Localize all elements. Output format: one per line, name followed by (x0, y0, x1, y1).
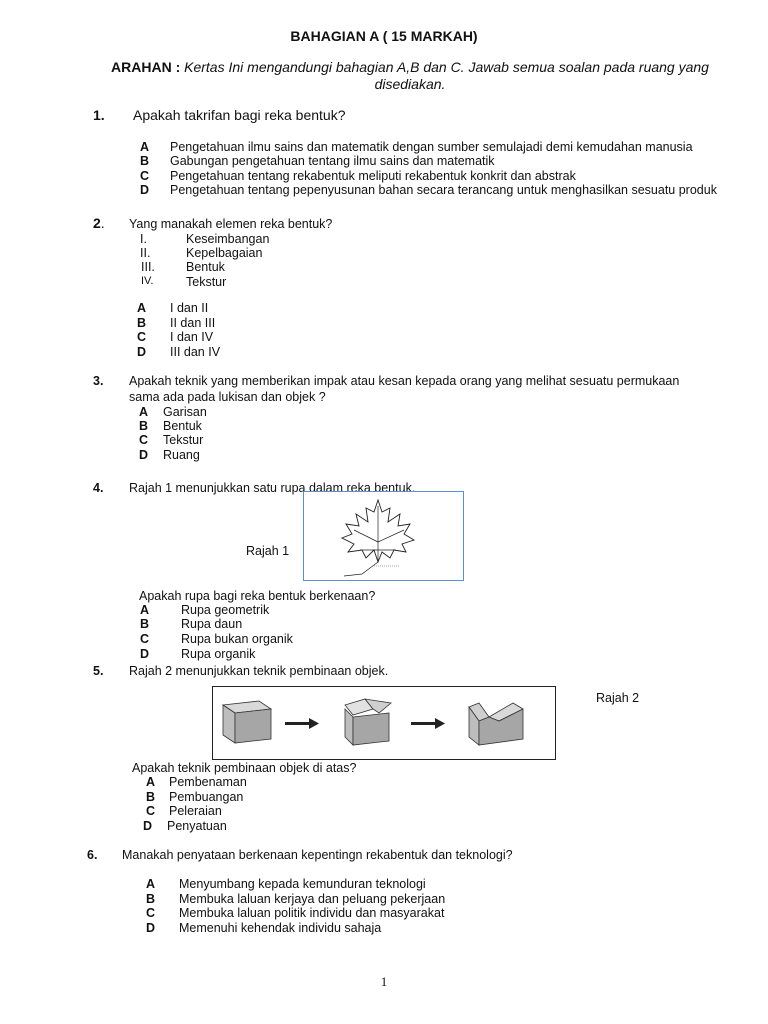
q5-option-letter: A (146, 775, 156, 789)
q6-option-letter: C (146, 906, 156, 920)
figure-1-label: Rajah 1 (246, 544, 290, 558)
q1-option-d: Pengetahuan tentang pepenyusunan bahan secara terancang untuk menghasilkan sesuatu produk (170, 183, 717, 197)
q1-option-a: Pengetahuan ilmu sains dan matematik dengan sumber semulajadi demi kemudahan manusia (170, 140, 693, 154)
q2-item: Kepelbagaian (186, 246, 263, 260)
q4-option-d: Rupa organik (181, 647, 256, 661)
question-5-question: Apakah teknik pembinaan objek di atas? (132, 761, 357, 775)
q6-option-letter: A (146, 877, 156, 891)
question-4-text: Rajah 1 menunjukkan satu rupa dalam reka bentuk. (129, 481, 416, 495)
q2-option-a: I dan II (170, 301, 209, 315)
q2-item: Bentuk (186, 260, 225, 274)
q5-option-letter: D (143, 819, 153, 833)
question-4-question: Apakah rupa bagi reka bentuk berkenaan? (139, 589, 376, 603)
q1-option-letter: A (140, 140, 150, 154)
q4-option-letter: A (140, 603, 150, 617)
question-1-number: 1. (93, 107, 105, 123)
q2-option-letter: C (137, 330, 147, 344)
q3-option-letter: C (139, 433, 149, 447)
q5-option-d: Penyatuan (167, 819, 227, 833)
question-2-text: Yang manakah elemen reka bentuk? (129, 217, 333, 231)
q2-item-roman: III. (141, 260, 155, 274)
q5-option-letter: B (146, 790, 156, 804)
question-1-text: Apakah takrifan bagi reka bentuk? (133, 107, 346, 123)
question-4-number: 4. (93, 481, 104, 495)
q2-option-d: III dan IV (170, 345, 221, 359)
q3-option-b: Bentuk (163, 419, 202, 433)
q3-option-a: Garisan (163, 405, 207, 419)
question-5-number: 5. (93, 664, 104, 678)
q6-option-b: Membuka laluan kerjaya dan peluang pekerjaan (179, 892, 446, 906)
q6-option-letter: B (146, 892, 156, 906)
q5-option-letter: C (146, 804, 156, 818)
q2-item: Tekstur (186, 275, 227, 289)
q3-option-letter: B (139, 419, 149, 433)
question-2-number-dot: . (100, 215, 105, 231)
q2-item: Keseimbangan (186, 232, 270, 246)
q2-option-b: II dan III (170, 316, 216, 330)
q4-option-b: Rupa daun (181, 617, 243, 631)
q5-option-a: Pembenaman (169, 775, 247, 789)
q6-option-d: Memenuhi kehendak individu sahaja (179, 921, 382, 935)
question-2-number (93, 215, 105, 231)
q2-option-letter: A (137, 301, 147, 315)
q3-option-letter: D (139, 448, 149, 462)
q1-option-b: Gabungan pengetahuan tentang ilmu sains dan matematik (170, 154, 495, 168)
q6-option-a: Menyumbang kepada kemunduran teknologi (179, 877, 426, 891)
q3-option-d: Ruang (163, 448, 200, 462)
question-6-number: 6. (87, 848, 98, 862)
instructions-text: Kertas Ini mengandungi bahagian A,B dan C. Jawab semua soalan pada ruang yang disediakan. (184, 59, 709, 92)
q4-option-letter: B (140, 617, 150, 631)
q2-item-roman: II. (140, 246, 151, 260)
question-2-number-digit: 2 (93, 215, 101, 231)
q5-option-c: Peleraian (169, 804, 222, 818)
page-number: 1 (380, 974, 388, 989)
q3-option-c: Tekstur (163, 433, 204, 447)
q2-item-roman: I. (140, 232, 147, 246)
q4-option-letter: D (140, 647, 150, 661)
question-3-number: 3. (93, 374, 104, 388)
maple-leaf-icon (304, 492, 463, 580)
q6-option-letter: D (146, 921, 156, 935)
q4-option-c: Rupa bukan organik (181, 632, 293, 646)
figure-2-label: Rajah 2 (596, 691, 640, 705)
q2-option-c: I dan IV (170, 330, 214, 344)
question-6-text: Manakah penyataan berkenaan kepentingn rekabentuk dan teknologi? (122, 848, 513, 862)
q2-option-letter: D (137, 345, 147, 359)
q4-option-letter: C (140, 632, 150, 646)
q4-option-a: Rupa geometrik (181, 603, 270, 617)
figure-1-box (303, 491, 464, 581)
section-title: BAHAGIAN A ( 15 MARKAH) (290, 28, 478, 44)
construction-diagram (213, 687, 555, 759)
q1-option-letter: B (140, 154, 150, 168)
q1-option-letter: D (140, 183, 150, 197)
question-3-text-line2: sama ada pada lukisan dan objek ? (129, 390, 326, 404)
q5-option-b: Pembuangan (169, 790, 244, 804)
q2-item-roman: IV. (141, 275, 154, 287)
q2-option-letter: B (137, 316, 147, 330)
q6-option-c: Membuka laluan politik individu dan masyarakat (179, 906, 445, 920)
q1-option-c: Pengetahuan tentang rekabentuk meliputi rekabentuk konkrit dan abstrak (170, 169, 576, 183)
figure-2-box (212, 686, 556, 760)
instructions (80, 59, 740, 93)
q1-option-letter: C (140, 169, 150, 183)
question-3-text-line1: Apakah teknik yang memberikan impak atau kesan kepada orang yang melihat sesuatu permukaan (129, 374, 680, 388)
instructions-label: ARAHAN : (111, 59, 181, 75)
question-5-text: Rajah 2 menunjukkan teknik pembinaan objek. (129, 664, 389, 678)
q3-option-letter: A (139, 405, 149, 419)
